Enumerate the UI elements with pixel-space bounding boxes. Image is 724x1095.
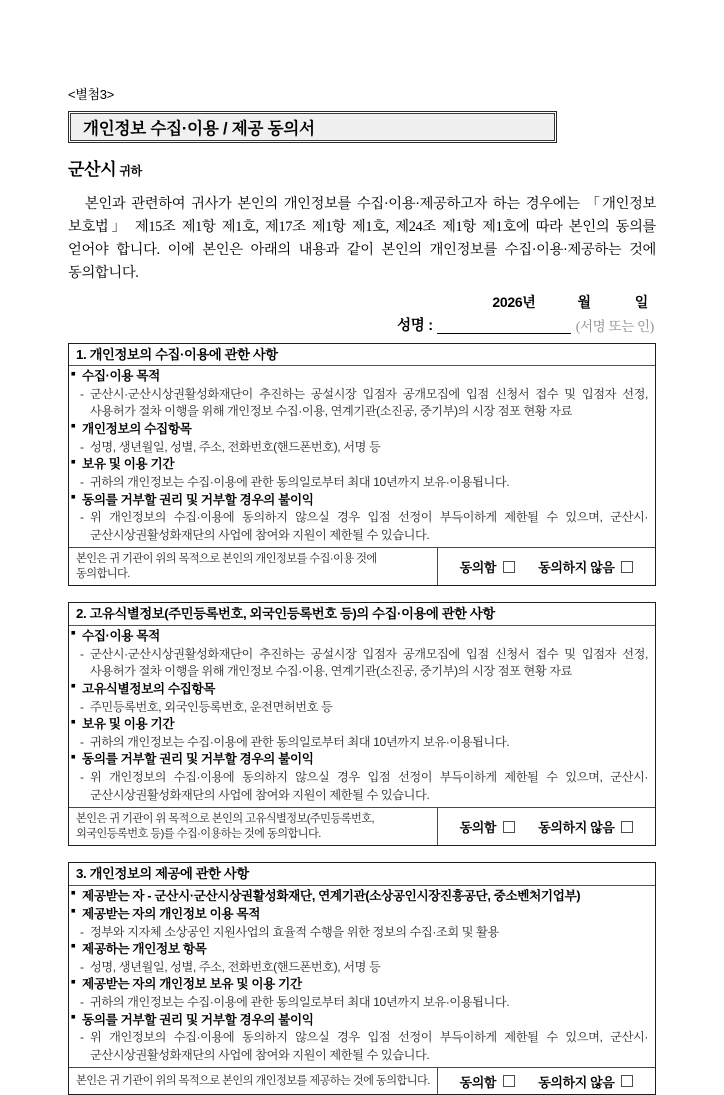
section-item-heading: ■ 동의를 거부할 권리 및 거부할 경우의 불이익	[76, 492, 648, 510]
signature-input[interactable]	[437, 318, 571, 334]
attachment-tag: <별첨3>	[68, 87, 115, 102]
section-item-heading: ■ 고유식별정보의 수집항목	[76, 681, 648, 699]
agree-option[interactable]	[460, 817, 515, 836]
section-item-heading: ■ 제공받는 자의 개인정보 이용 목적	[76, 906, 648, 924]
section-item-text: - 위 개인정보의 수집·이용에 동의하지 않으실 경우 입점 선정이 부득이하게 제한될 수 있으며, 군산시·군산시상권활성화재단의 사업에 참여와 지원이 제한될 수 있습니다.	[76, 1029, 648, 1064]
disagree-checkbox[interactable]	[621, 1075, 633, 1087]
addressee	[68, 161, 656, 180]
date-line	[68, 292, 656, 312]
section-body	[69, 366, 655, 547]
section-item-text: - 위 개인정보의 수집·이용에 동의하지 않으실 경우 입점 선정이 부득이하게 제한될 수 있으며, 군산시·군산시상권활성화재단의 사업에 참여와 지원이 제한될 수 있습니다.	[76, 769, 648, 804]
disagree-option[interactable]	[538, 557, 633, 576]
section-item-text: - 주민등록번호, 외국인등록번호, 운전면허번호 등	[76, 699, 648, 716]
agreement-row	[69, 807, 655, 845]
agree-option-label: 동의함	[459, 820, 497, 836]
section-item-text: - 군산시·군산시상권활성화재단이 추진하는 공설시장 입점자 공개모집에 입점 신청서 접수 및 입점자 선정, 사용허가 절차 이행을 위해 개인정보 수집·이용, 연계기관(소진공, 중기부)의 시장 점포 현황 자료	[76, 646, 648, 681]
section-heading: 1. 개인정보의 수집·이용에 관한 사항	[69, 344, 655, 367]
disagree-option[interactable]	[538, 817, 633, 836]
agree-option[interactable]	[460, 1072, 515, 1091]
signature-line	[68, 314, 656, 335]
disagree-option-label: 동의하지 않음	[538, 560, 615, 576]
sections-container	[68, 343, 656, 1095]
disagree-option-label: 동의하지 않음	[538, 820, 615, 836]
section-item-heading: ■ 제공받는 자 - 군산시·군산시상권활성화재단, 연계기관(소상공인시장진흥공단, 중소벤처기업부)	[76, 888, 648, 906]
date-month: 월	[577, 293, 591, 310]
section-item-heading: ■ 제공받는 자의 개인정보 보유 및 이용 기간	[76, 976, 648, 994]
disagree-option-label: 동의하지 않음	[538, 1074, 615, 1090]
section-item-heading: ■ 제공하는 개인정보 항목	[76, 941, 648, 959]
section-item-text: - 정부와 지자체 소상공인 지원사업의 효율적 수행을 위한 정보의 수집·조회 및 활용	[76, 924, 648, 941]
section-body	[69, 626, 655, 807]
agree-option-label: 동의함	[459, 1074, 497, 1090]
section-item-heading: ■ 동의를 거부할 권리 및 거부할 경우의 불이익	[76, 1012, 648, 1030]
section-item-text: - 성명, 생년월일, 성별, 주소, 전화번호(핸드폰번호), 서명 등	[76, 959, 648, 976]
section-item-heading: ■ 보유 및 이용 기간	[76, 716, 648, 734]
section-item-text: - 귀하의 개인정보는 수집·이용에 관한 동의일로부터 최대 10년까지 보유·이용됩니다.	[76, 994, 648, 1011]
agreement-statement: 본인은 귀 기관이 위의 목적으로 본인의 개인정보를 제공하는 것에 동의합니다.	[76, 1075, 430, 1088]
date-year: 2026년	[492, 293, 536, 310]
date-day: 일	[634, 293, 648, 310]
agree-option-label: 동의함	[459, 560, 497, 576]
signature-label: 성명 :	[397, 317, 433, 334]
section-item-text: - 위 개인정보의 수집·이용에 동의하지 않으실 경우 입점 선정이 부득이하게 제한될 수 있으며, 군산시·군산시상권활성화재단의 사업에 참여와 지원이 제한될 수 있습니다.	[76, 509, 648, 544]
agreement-options	[437, 548, 655, 585]
section-item-heading: ■ 수집·이용 목적	[76, 368, 648, 386]
agreement-statement: 본인은 귀 기관이 위의 목적으로 본인의 개인정보를 수집·이용 것에 동의합니다.	[76, 553, 377, 580]
section-item-text: - 귀하의 개인정보는 수집·이용에 관한 동의일로부터 최대 10년까지 보유·이용됩니다.	[76, 734, 648, 751]
agreement-statement: 본인은 귀 기관이 위 목적으로 본인의 고유식별정보(주민등록번호, 외국인등록번호 등)를 수집·이용하는 것에 동의합니다.	[76, 813, 375, 840]
section-item-text: - 군산시·군산시상권활성화재단이 추진하는 공설시장 입점자 공개모집에 입점 신청서 접수 및 입점자 선정, 사용허가 절차 이행을 위해 개인정보 수집·이용, 연계기관(소진공, 중기부)의 시장 점포 현황 자료	[76, 386, 648, 421]
consent-section	[68, 602, 656, 846]
section-item-heading: ■ 동의를 거부할 권리 및 거부할 경우의 불이익	[76, 751, 648, 769]
intro-paragraph: 본인과 관련하여 귀사가 본인의 개인정보를 수집·이용·제공하고자 하는 경우에는 「개인정보 보호법」 제15조 제1항 제1호, 제17조 제1항 제1호, 제24조 제1항 제1호에 따라 본인의 동의를 얻어야 합니다. 이에 본인은 아래의 내용과 같이 본인의 개인정보를 수집·이용·제공하는 것에 동의합니다.	[68, 195, 656, 282]
section-heading: 3. 개인정보의 제공에 관한 사항	[69, 863, 655, 886]
agree-checkbox[interactable]	[503, 1075, 515, 1087]
disagree-checkbox[interactable]	[621, 561, 633, 573]
consent-section	[68, 862, 656, 1095]
page-title: 개인정보 수집·이용 / 제공 동의서	[83, 120, 315, 139]
agreement-options	[437, 808, 655, 845]
section-item-heading: ■ 보유 및 이용 기간	[76, 456, 648, 474]
disagree-checkbox[interactable]	[621, 821, 633, 833]
agree-checkbox[interactable]	[503, 821, 515, 833]
document-title-box	[68, 111, 557, 143]
agree-checkbox[interactable]	[503, 561, 515, 573]
section-item-text: - 성명, 생년월일, 성별, 주소, 전화번호(핸드폰번호), 서명 등	[76, 439, 648, 456]
addressee-org: 군산시	[68, 160, 117, 180]
section-item-heading: ■ 수집·이용 목적	[76, 628, 648, 646]
section-item-text: - 귀하의 개인정보는 수집·이용에 관한 동의일로부터 최대 10년까지 보유·이용됩니다.	[76, 474, 648, 491]
disagree-option[interactable]	[538, 1072, 633, 1091]
addressee-suffix: 귀하	[119, 164, 142, 179]
agreement-options	[437, 1068, 655, 1094]
agreement-row	[69, 1067, 655, 1094]
agreement-row	[69, 547, 655, 585]
consent-section	[68, 343, 656, 587]
section-body	[69, 886, 655, 1068]
agree-option[interactable]	[460, 557, 515, 576]
signature-hint: (서명 또는 인)	[575, 318, 654, 334]
section-item-heading: ■ 개인정보의 수집항목	[76, 421, 648, 439]
section-heading: 2. 고유식별정보(주민등록번호, 외국인등록번호 등)의 수집·이용에 관한 사항	[69, 603, 655, 626]
